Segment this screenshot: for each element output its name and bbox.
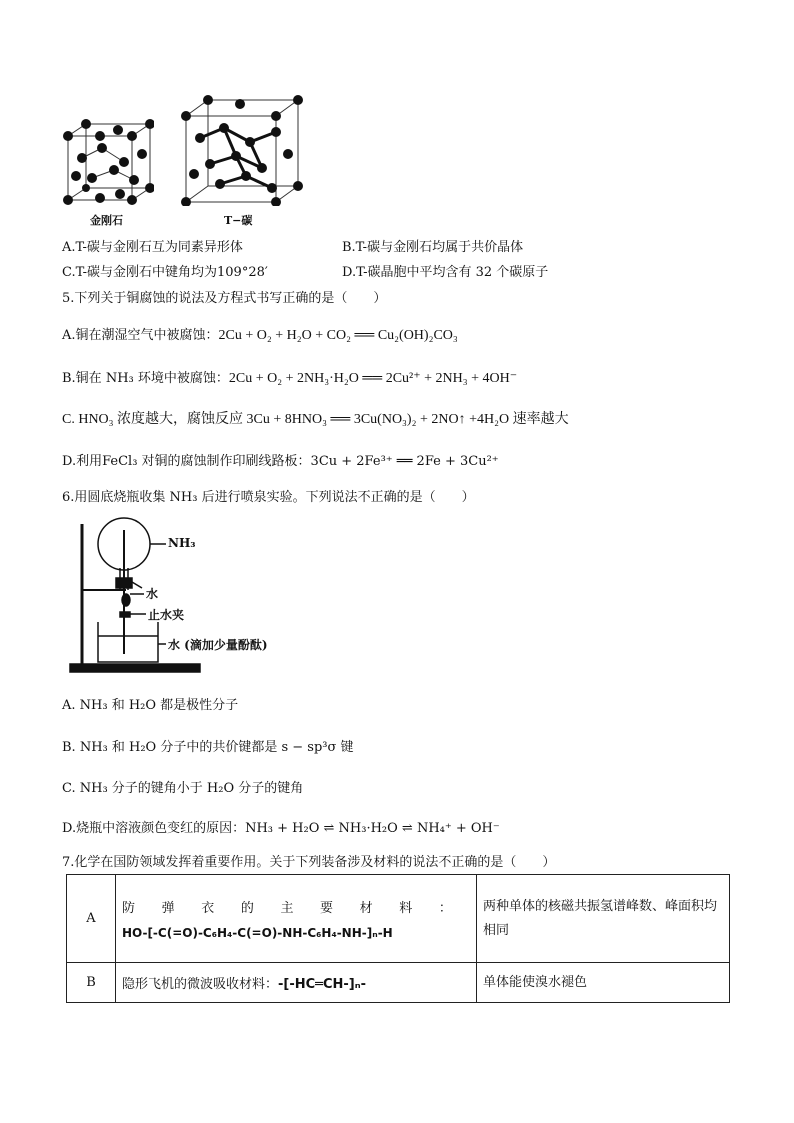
material-text: 隐形飞机的微波吸收材料： — [122, 977, 279, 992]
q7-table — [66, 874, 730, 1003]
label-clip: 止水夹 — [148, 608, 185, 622]
table-row — [67, 963, 730, 1003]
label-water: 水 — [146, 587, 159, 601]
table-row — [67, 875, 730, 963]
row-key: A — [67, 875, 116, 963]
diamond-label: 金刚石 — [90, 214, 123, 227]
t-carbon-figure — [180, 94, 304, 206]
statement-cell: 两种单体的核磁共振氢谱峰数、峰面积均相同 — [477, 875, 730, 963]
q4-option-b: B.T-碳与金刚石均属于共价晶体 — [342, 240, 524, 255]
q5-option-a-text: A.铜在潮湿空气中被腐蚀： — [62, 328, 219, 343]
polyacetylene-formula: -[-HC═CH-]ₙ- — [278, 977, 367, 992]
q6-option-b: B. NH₃ 和 H₂O 分子中的共价键都是 s − sp³σ 键 — [62, 740, 354, 755]
q5-stem: 5.下列关于铜腐蚀的说法及方程式书写正确的是（ ） — [62, 291, 387, 306]
q5-option-a — [62, 324, 458, 344]
statement-cell: 单体能使溴水褪色 — [477, 963, 730, 1003]
q6-option-a: A. NH₃ 和 H₂O 都是极性分子 — [62, 698, 239, 713]
row-key: B — [67, 963, 116, 1003]
label-beaker: 水 (滴加少量酚酞) — [168, 638, 268, 652]
label-nh3: NH₃ — [168, 536, 196, 550]
q6-stem: 6.用圆底烧瓶收集 NH₃ 后进行喷泉实验。下列说法不正确的是（ ） — [62, 490, 475, 505]
q5-option-b — [62, 367, 517, 387]
q4-option-a: A.T-碳与金刚石互为同素异形体 — [62, 240, 243, 255]
aramid-formula: HO-[-C(=O)-C₆H₄-C(=O)-NH-C₆H₄-NH-]ₙ-H — [122, 926, 393, 940]
q6-option-c: C. NH₃ 分子的键角小于 H₂O 分子的键角 — [62, 781, 304, 796]
q5-option-c: C. HNO₃ 浓度越大，腐蚀反应 3Cu + 8HNO₃ ══ 3Cu(NO₃)₂ + 2NO↑ +4H₂O 速率越大 — [62, 412, 569, 427]
q7-stem: 7.化学在国防领域发挥着重要作用。关于下列装备涉及材料的说法不正确的是（ ） — [62, 855, 556, 870]
material-cell — [116, 963, 477, 1003]
material-title: 防 弹 衣 的 主 要 材 料 ： — [122, 901, 452, 916]
q5-option-b-equation: 2Cu + O₂ + 2NH₃·H₂O ══ 2Cu²⁺ + 2NH₃ + 4OH⁻ — [228, 371, 518, 386]
q5-option-d: D.利用FeCl₃ 对铜的腐蚀制作印刷线路板：3Cu + 2Fe³⁺ ══ 2Fe + 3Cu²⁺ — [62, 454, 499, 469]
material-cell — [116, 875, 477, 963]
diamond-figure — [62, 118, 154, 210]
q5-option-b-text: B.铜在 NH₃ 环境中被腐蚀： — [62, 371, 229, 386]
q4-option-d: D.T-碳晶胞中平均含有 32 个碳原子 — [342, 265, 549, 280]
q6-option-d: D.烧瓶中溶液颜色变红的原因：NH₃ + H₂O ⇌ NH₃·H₂O ⇌ NH₄⁺ + OH⁻ — [62, 821, 500, 836]
t-carbon-label: T−碳 — [224, 214, 253, 227]
q4-option-c: C.T-碳与金刚石中键角均为109°28′ — [62, 265, 268, 280]
q5-option-a-equation: 2Cu + O₂ + H₂O + CO₂ ══ Cu₂(OH)₂CO₃ — [218, 328, 458, 343]
